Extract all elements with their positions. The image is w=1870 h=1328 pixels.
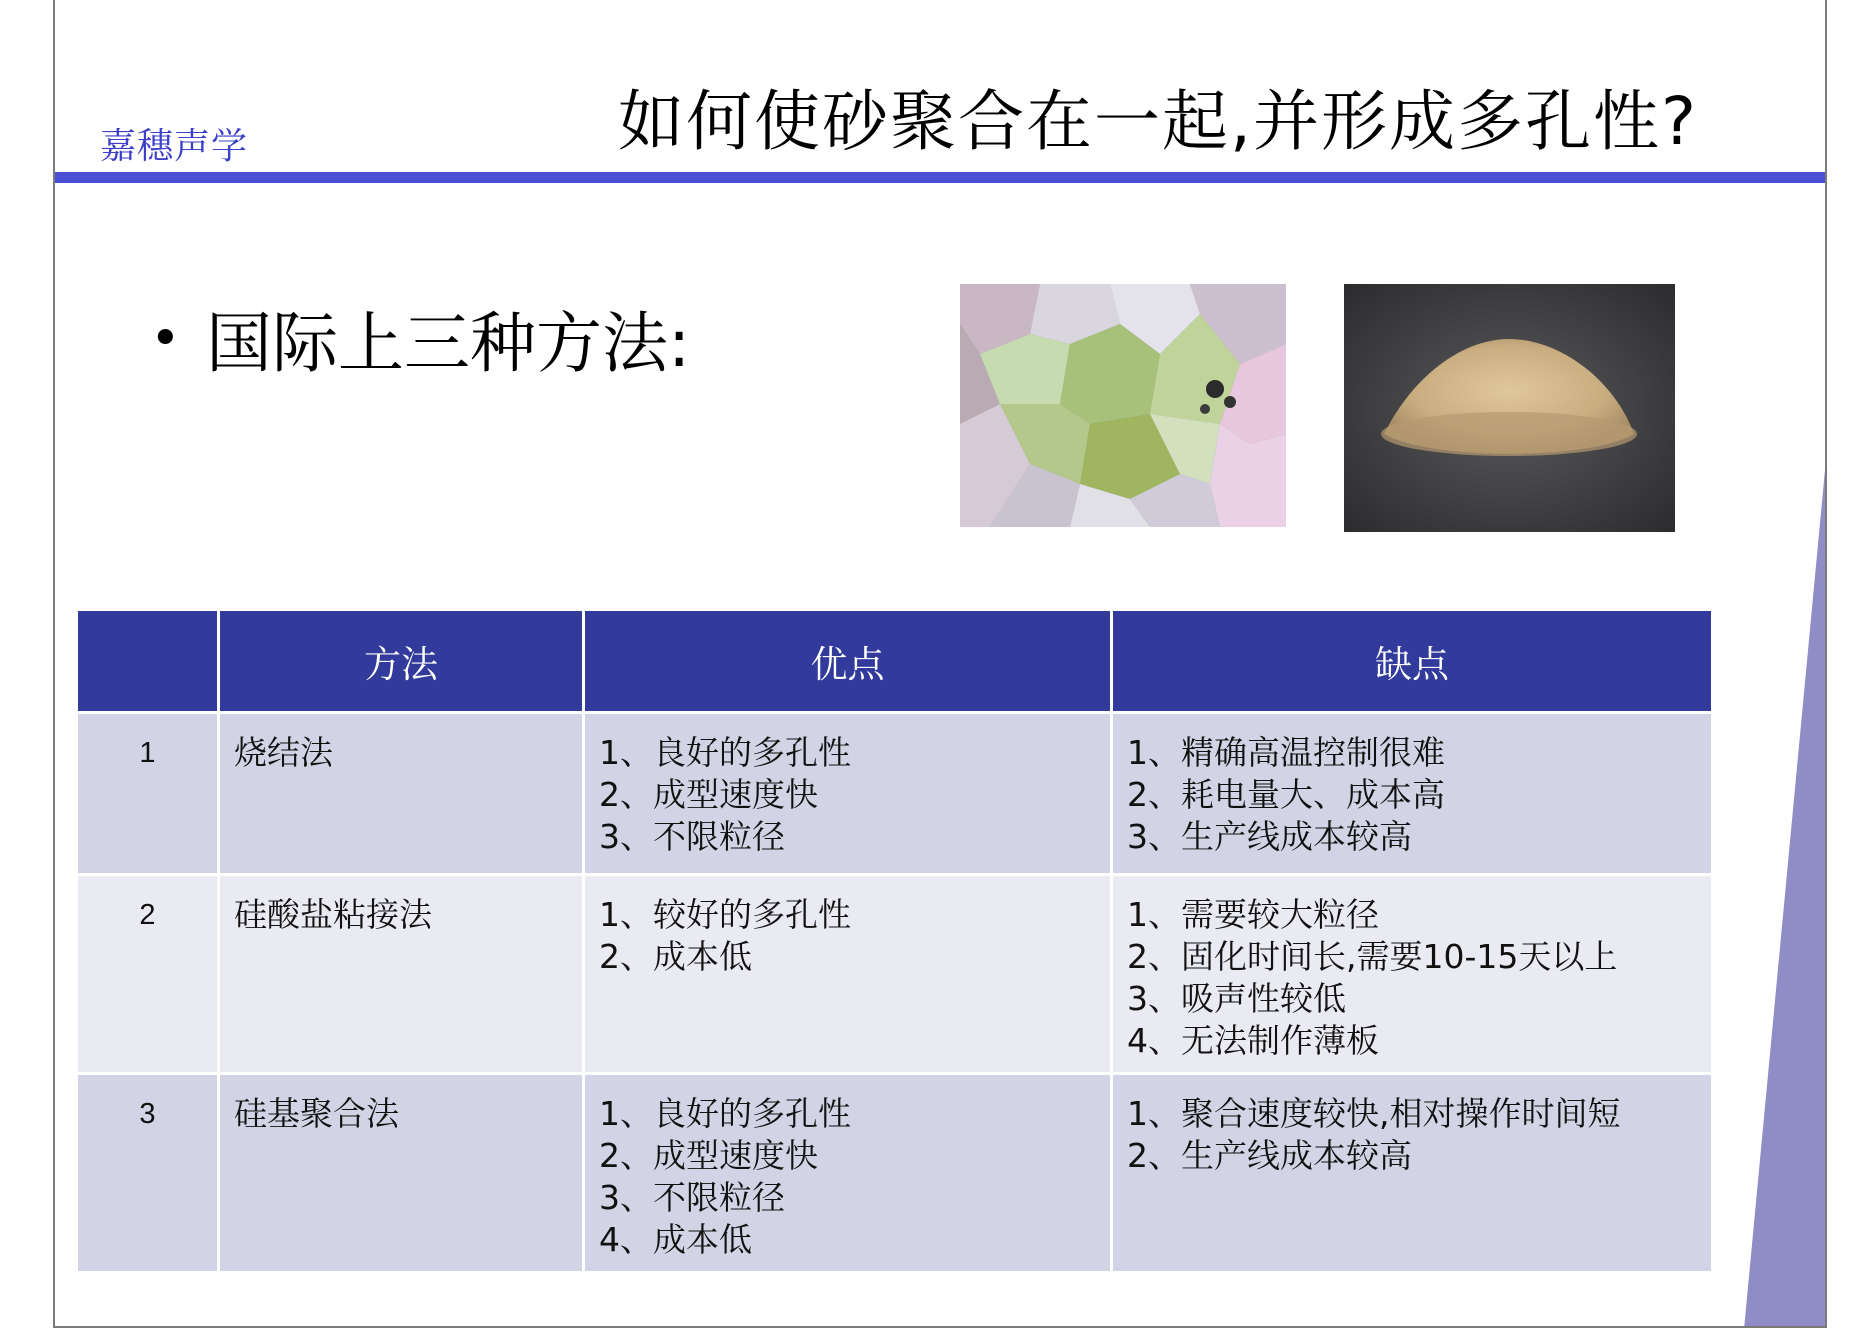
pros-item: 3、不限粒径	[599, 817, 785, 856]
pros-cell	[584, 713, 1112, 875]
cons-item: 3、生产线成本较高	[1127, 817, 1412, 856]
method-cell: 硅酸盐粘接法	[219, 875, 584, 1074]
cons-item: 2、生产线成本较高	[1127, 1136, 1412, 1175]
cons-item: 1、需要较大粒径	[1127, 895, 1379, 934]
pros-item: 1、良好的多孔性	[599, 733, 851, 772]
cons-item: 2、耗电量大、成本高	[1127, 775, 1445, 814]
crystal-rocks-photo	[960, 284, 1286, 527]
slide-title: 如何使砂聚合在一起,并形成多孔性?	[618, 83, 1699, 160]
brand-logo-text: 嘉穗声学	[100, 126, 249, 167]
pros-item: 4、成本低	[599, 1220, 752, 1259]
bullet-item	[150, 290, 690, 385]
header-divider	[55, 172, 1825, 183]
pros-cell	[584, 1074, 1112, 1273]
header-index	[77, 610, 219, 713]
table-row	[77, 1074, 1713, 1273]
bullet-dot-icon: •	[150, 309, 181, 369]
method-cell: 烧结法	[219, 713, 584, 875]
header-cons: 缺点	[1112, 610, 1713, 713]
bullet-text: 国际上三种方法:	[206, 305, 691, 382]
header-method: 方法	[219, 610, 584, 713]
header-pros: 优点	[584, 610, 1112, 713]
cons-cell	[1112, 1074, 1713, 1273]
pros-item: 2、成本低	[599, 937, 752, 976]
methods-table	[75, 608, 1714, 1274]
cons-cell	[1112, 713, 1713, 875]
sand-pile-photo	[1344, 284, 1675, 532]
pros-cell	[584, 875, 1112, 1074]
method-cell: 硅基聚合法	[219, 1074, 584, 1273]
cons-item: 1、精确高温控制很难	[1127, 733, 1445, 772]
row-number: 1	[77, 713, 219, 875]
decorative-wedge	[1705, 470, 1825, 1328]
pros-item: 2、成型速度快	[599, 1136, 818, 1175]
cons-item: 3、吸声性较低	[1127, 979, 1346, 1018]
row-number: 3	[77, 1074, 219, 1273]
cons-item: 4、无法制作薄板	[1127, 1021, 1379, 1060]
cons-cell	[1112, 875, 1713, 1074]
table-header-row	[77, 610, 1713, 713]
table-row	[77, 875, 1713, 1074]
table-row	[77, 713, 1713, 875]
cons-item: 2、固化时间长,需要10-15天以上	[1127, 937, 1618, 976]
pros-item: 2、成型速度快	[599, 775, 818, 814]
pros-item: 1、良好的多孔性	[599, 1094, 851, 1133]
row-number: 2	[77, 875, 219, 1074]
pros-item: 1、较好的多孔性	[599, 895, 851, 934]
cons-item: 1、聚合速度较快,相对操作时间短	[1127, 1094, 1621, 1133]
pros-item: 3、不限粒径	[599, 1178, 785, 1217]
